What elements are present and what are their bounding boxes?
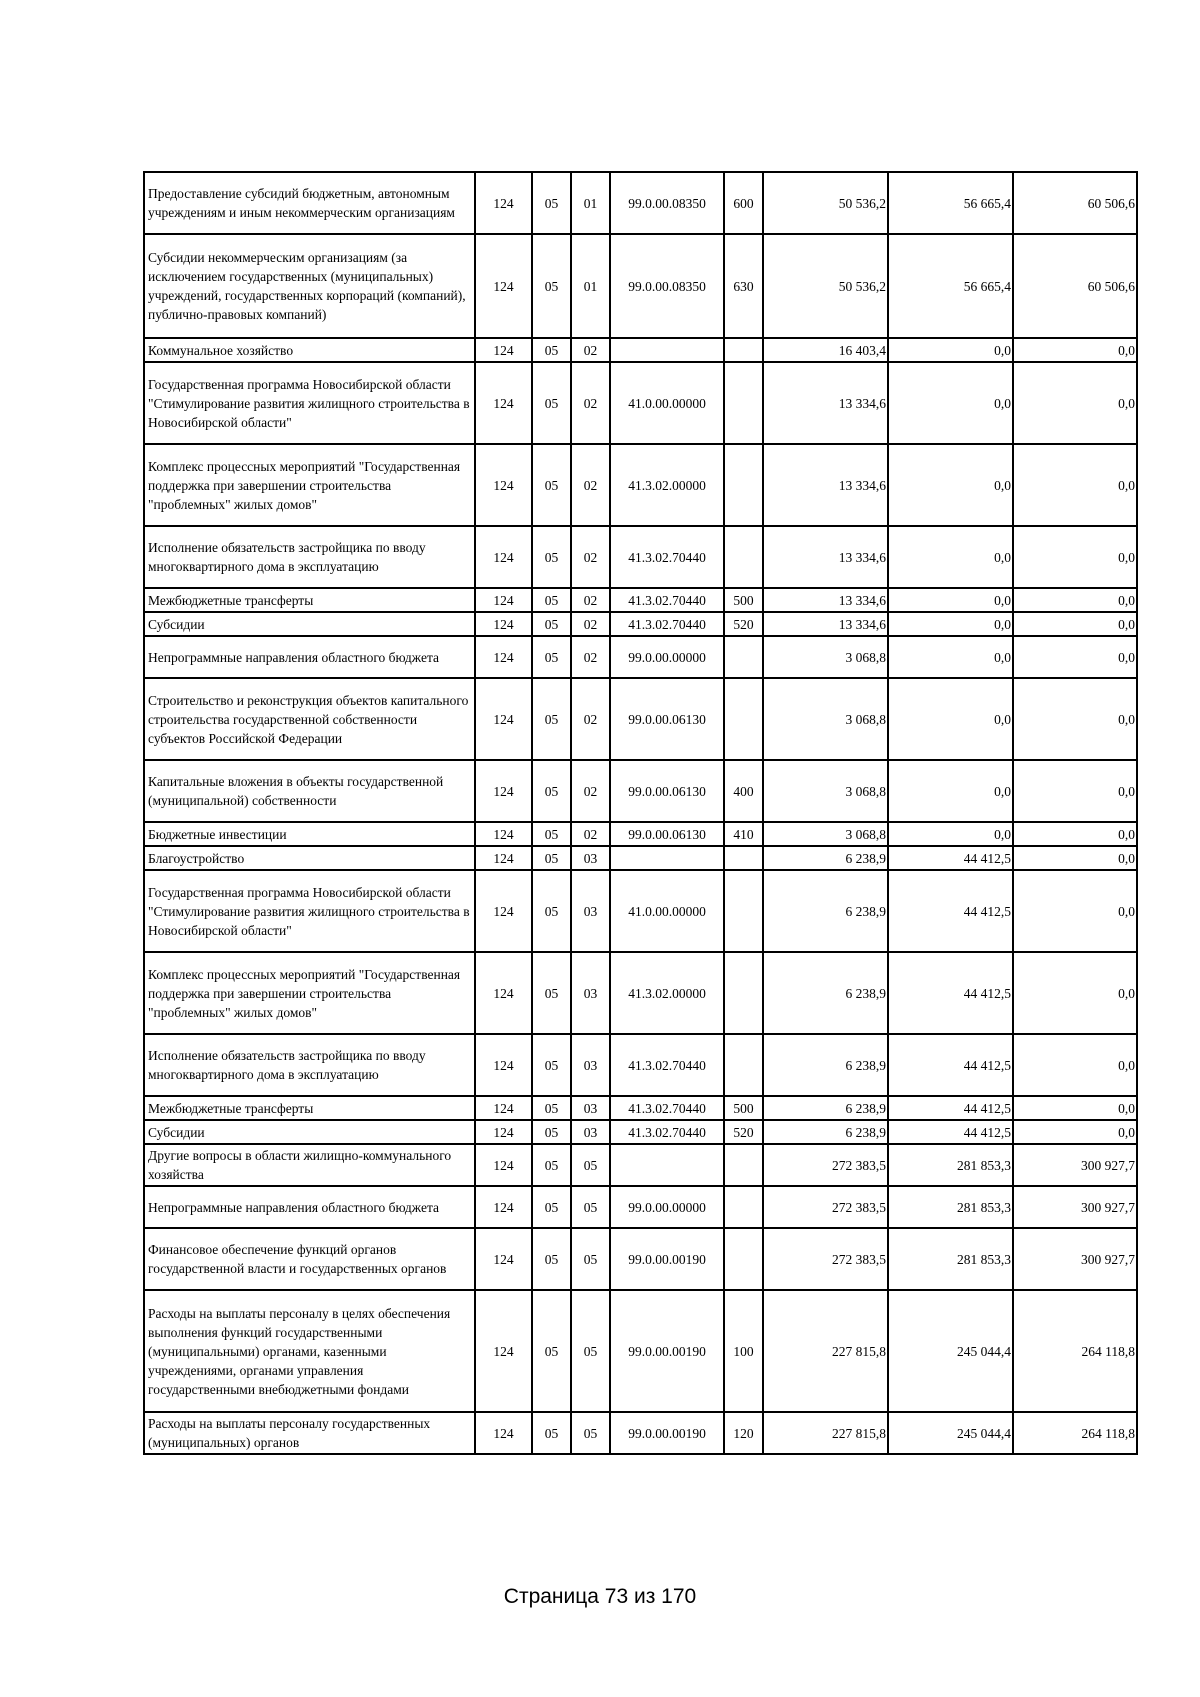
section-code-cell: 05 bbox=[532, 1290, 571, 1412]
expense-type-cell: 120 bbox=[724, 1412, 763, 1454]
subsection-code-cell: 03 bbox=[571, 846, 610, 870]
section-code-cell: 05 bbox=[532, 678, 571, 760]
target-article-cell bbox=[610, 1144, 724, 1186]
amount-year2-cell: 245 044,4 bbox=[888, 1412, 1013, 1454]
expense-type-cell bbox=[724, 1228, 763, 1290]
amount-year3-cell: 264 118,8 bbox=[1013, 1290, 1137, 1412]
amount-year2-cell: 44 412,5 bbox=[888, 952, 1013, 1034]
ved-code-cell: 124 bbox=[475, 1412, 532, 1454]
expense-type-cell bbox=[724, 1034, 763, 1096]
table-row bbox=[144, 1096, 1137, 1120]
subsection-code-cell: 02 bbox=[571, 822, 610, 846]
table-row bbox=[144, 234, 1137, 338]
section-code-cell: 05 bbox=[532, 846, 571, 870]
ved-code-cell: 124 bbox=[475, 636, 532, 678]
section-code-cell: 05 bbox=[532, 1228, 571, 1290]
amount-year1-cell: 16 403,4 bbox=[763, 338, 888, 362]
expense-type-cell: 500 bbox=[724, 1096, 763, 1120]
subsection-code-cell: 02 bbox=[571, 760, 610, 822]
amount-year3-cell: 0,0 bbox=[1013, 846, 1137, 870]
row-name-cell: Строительство и реконструкция объектов капитального строительства государственной собственности субъектов Российской Федерации bbox=[144, 678, 475, 760]
row-name-cell: Расходы на выплаты персоналу в целях обеспечения выполнения функций государственными (муниципальными) органами, казенными учреждениями, органами управления государственными внебюджетными фондами bbox=[144, 1290, 475, 1412]
amount-year2-cell: 0,0 bbox=[888, 362, 1013, 444]
amount-year1-cell: 272 383,5 bbox=[763, 1186, 888, 1228]
amount-year2-cell: 56 665,4 bbox=[888, 234, 1013, 338]
target-article-cell: 99.0.00.06130 bbox=[610, 678, 724, 760]
amount-year3-cell: 0,0 bbox=[1013, 338, 1137, 362]
row-name-cell: Коммунальное хозяйство bbox=[144, 338, 475, 362]
row-name-cell: Комплекс процессных мероприятий "Государственная поддержка при завершении строительства "проблемных" жилых домов" bbox=[144, 952, 475, 1034]
amount-year2-cell: 44 412,5 bbox=[888, 1096, 1013, 1120]
ved-code-cell: 124 bbox=[475, 172, 532, 234]
table-row bbox=[144, 1228, 1137, 1290]
expense-type-cell bbox=[724, 444, 763, 526]
row-name-cell: Благоустройство bbox=[144, 846, 475, 870]
ved-code-cell: 124 bbox=[475, 444, 532, 526]
row-name-cell: Межбюджетные трансферты bbox=[144, 588, 475, 612]
expense-type-cell: 520 bbox=[724, 612, 763, 636]
section-code-cell: 05 bbox=[532, 612, 571, 636]
table-row bbox=[144, 822, 1137, 846]
amount-year1-cell: 6 238,9 bbox=[763, 870, 888, 952]
subsection-code-cell: 02 bbox=[571, 444, 610, 526]
subsection-code-cell: 02 bbox=[571, 338, 610, 362]
section-code-cell: 05 bbox=[532, 172, 571, 234]
target-article-cell bbox=[610, 338, 724, 362]
amount-year3-cell: 0,0 bbox=[1013, 612, 1137, 636]
amount-year1-cell: 227 815,8 bbox=[763, 1412, 888, 1454]
amount-year3-cell: 0,0 bbox=[1013, 636, 1137, 678]
subsection-code-cell: 01 bbox=[571, 172, 610, 234]
amount-year2-cell: 0,0 bbox=[888, 588, 1013, 612]
amount-year3-cell: 0,0 bbox=[1013, 760, 1137, 822]
amount-year1-cell: 227 815,8 bbox=[763, 1290, 888, 1412]
expense-type-cell bbox=[724, 1186, 763, 1228]
section-code-cell: 05 bbox=[532, 234, 571, 338]
row-name-cell: Субсидии некоммерческим организациям (за исключением государственных (муниципальных) учреждений, государственных корпораций (компаний), публично-правовых компаний) bbox=[144, 234, 475, 338]
amount-year2-cell: 44 412,5 bbox=[888, 1034, 1013, 1096]
amount-year2-cell: 0,0 bbox=[888, 612, 1013, 636]
target-article-cell: 41.3.02.70440 bbox=[610, 1120, 724, 1144]
table-row bbox=[144, 870, 1137, 952]
section-code-cell: 05 bbox=[532, 526, 571, 588]
ved-code-cell: 124 bbox=[475, 612, 532, 636]
amount-year2-cell: 44 412,5 bbox=[888, 846, 1013, 870]
subsection-code-cell: 03 bbox=[571, 1034, 610, 1096]
table-row bbox=[144, 1144, 1137, 1186]
amount-year3-cell: 0,0 bbox=[1013, 1096, 1137, 1120]
table-row bbox=[144, 1186, 1137, 1228]
amount-year1-cell: 6 238,9 bbox=[763, 952, 888, 1034]
expense-type-cell: 630 bbox=[724, 234, 763, 338]
ved-code-cell: 124 bbox=[475, 234, 532, 338]
page-number: Страница 73 из 170 bbox=[503, 1585, 697, 1608]
table-row bbox=[144, 1290, 1137, 1412]
section-code-cell: 05 bbox=[532, 822, 571, 846]
amount-year3-cell: 0,0 bbox=[1013, 1120, 1137, 1144]
amount-year1-cell: 13 334,6 bbox=[763, 612, 888, 636]
amount-year1-cell: 3 068,8 bbox=[763, 760, 888, 822]
target-article-cell: 99.0.00.00190 bbox=[610, 1228, 724, 1290]
subsection-code-cell: 03 bbox=[571, 870, 610, 952]
amount-year2-cell: 0,0 bbox=[888, 678, 1013, 760]
subsection-code-cell: 02 bbox=[571, 526, 610, 588]
amount-year3-cell: 0,0 bbox=[1013, 870, 1137, 952]
section-code-cell: 05 bbox=[532, 1034, 571, 1096]
expense-type-cell bbox=[724, 952, 763, 1034]
subsection-code-cell: 05 bbox=[571, 1144, 610, 1186]
expense-type-cell: 500 bbox=[724, 588, 763, 612]
amount-year1-cell: 13 334,6 bbox=[763, 444, 888, 526]
row-name-cell: Бюджетные инвестиции bbox=[144, 822, 475, 846]
section-code-cell: 05 bbox=[532, 1144, 571, 1186]
target-article-cell: 99.0.00.00190 bbox=[610, 1412, 724, 1454]
amount-year1-cell: 6 238,9 bbox=[763, 1120, 888, 1144]
target-article-cell: 99.0.00.08350 bbox=[610, 172, 724, 234]
ved-code-cell: 124 bbox=[475, 952, 532, 1034]
ved-code-cell: 124 bbox=[475, 1144, 532, 1186]
subsection-code-cell: 01 bbox=[571, 234, 610, 338]
ved-code-cell: 124 bbox=[475, 588, 532, 612]
amount-year3-cell: 0,0 bbox=[1013, 588, 1137, 612]
row-name-cell: Государственная программа Новосибирской области "Стимулирование развития жилищного строительства в Новосибирской области" bbox=[144, 870, 475, 952]
row-name-cell: Государственная программа Новосибирской области "Стимулирование развития жилищного строительства в Новосибирской области" bbox=[144, 362, 475, 444]
ved-code-cell: 124 bbox=[475, 678, 532, 760]
target-article-cell: 41.0.00.00000 bbox=[610, 362, 724, 444]
row-name-cell: Предоставление субсидий бюджетным, автономным учреждениям и иным некоммерческим организациям bbox=[144, 172, 475, 234]
subsection-code-cell: 05 bbox=[571, 1290, 610, 1412]
row-name-cell: Исполнение обязательств застройщика по вводу многоквартирного дома в эксплуатацию bbox=[144, 1034, 475, 1096]
table-row bbox=[144, 1412, 1137, 1454]
table-row bbox=[144, 172, 1137, 234]
section-code-cell: 05 bbox=[532, 1186, 571, 1228]
section-code-cell: 05 bbox=[532, 760, 571, 822]
subsection-code-cell: 05 bbox=[571, 1412, 610, 1454]
ved-code-cell: 124 bbox=[475, 1290, 532, 1412]
ved-code-cell: 124 bbox=[475, 1120, 532, 1144]
expense-type-cell: 410 bbox=[724, 822, 763, 846]
target-article-cell bbox=[610, 846, 724, 870]
section-code-cell: 05 bbox=[532, 952, 571, 1034]
amount-year1-cell: 3 068,8 bbox=[763, 678, 888, 760]
subsection-code-cell: 02 bbox=[571, 678, 610, 760]
section-code-cell: 05 bbox=[532, 362, 571, 444]
amount-year1-cell: 13 334,6 bbox=[763, 362, 888, 444]
subsection-code-cell: 03 bbox=[571, 1096, 610, 1120]
budget-table bbox=[143, 171, 1138, 1455]
table-row bbox=[144, 612, 1137, 636]
subsection-code-cell: 02 bbox=[571, 362, 610, 444]
amount-year2-cell: 0,0 bbox=[888, 526, 1013, 588]
amount-year2-cell: 44 412,5 bbox=[888, 870, 1013, 952]
amount-year1-cell: 272 383,5 bbox=[763, 1228, 888, 1290]
expense-type-cell bbox=[724, 362, 763, 444]
expense-type-cell bbox=[724, 526, 763, 588]
target-article-cell: 99.0.00.06130 bbox=[610, 822, 724, 846]
expense-type-cell: 100 bbox=[724, 1290, 763, 1412]
target-article-cell: 99.0.00.08350 bbox=[610, 234, 724, 338]
amount-year1-cell: 3 068,8 bbox=[763, 636, 888, 678]
amount-year2-cell: 0,0 bbox=[888, 822, 1013, 846]
section-code-cell: 05 bbox=[532, 338, 571, 362]
amount-year1-cell: 6 238,9 bbox=[763, 846, 888, 870]
target-article-cell: 99.0.00.06130 bbox=[610, 760, 724, 822]
amount-year3-cell: 0,0 bbox=[1013, 362, 1137, 444]
subsection-code-cell: 03 bbox=[571, 952, 610, 1034]
ved-code-cell: 124 bbox=[475, 1034, 532, 1096]
amount-year3-cell: 300 927,7 bbox=[1013, 1144, 1137, 1186]
amount-year1-cell: 13 334,6 bbox=[763, 588, 888, 612]
amount-year1-cell: 50 536,2 bbox=[763, 234, 888, 338]
target-article-cell: 41.3.02.00000 bbox=[610, 952, 724, 1034]
table-row bbox=[144, 1120, 1137, 1144]
expense-type-cell bbox=[724, 678, 763, 760]
row-name-cell: Субсидии bbox=[144, 612, 475, 636]
table-row bbox=[144, 678, 1137, 760]
target-article-cell: 99.0.00.00190 bbox=[610, 1290, 724, 1412]
subsection-code-cell: 02 bbox=[571, 636, 610, 678]
section-code-cell: 05 bbox=[532, 1120, 571, 1144]
expense-type-cell: 400 bbox=[724, 760, 763, 822]
amount-year2-cell: 281 853,3 bbox=[888, 1186, 1013, 1228]
amount-year1-cell: 50 536,2 bbox=[763, 172, 888, 234]
amount-year2-cell: 0,0 bbox=[888, 338, 1013, 362]
amount-year3-cell: 0,0 bbox=[1013, 444, 1137, 526]
target-article-cell: 41.3.02.70440 bbox=[610, 588, 724, 612]
ved-code-cell: 124 bbox=[475, 1228, 532, 1290]
expense-type-cell: 600 bbox=[724, 172, 763, 234]
amount-year1-cell: 6 238,9 bbox=[763, 1034, 888, 1096]
ved-code-cell: 124 bbox=[475, 1186, 532, 1228]
amount-year2-cell: 245 044,4 bbox=[888, 1290, 1013, 1412]
ved-code-cell: 124 bbox=[475, 846, 532, 870]
table-row bbox=[144, 338, 1137, 362]
amount-year2-cell: 0,0 bbox=[888, 760, 1013, 822]
table-body bbox=[144, 172, 1137, 1454]
expense-type-cell bbox=[724, 1144, 763, 1186]
ved-code-cell: 124 bbox=[475, 760, 532, 822]
table-row bbox=[144, 444, 1137, 526]
section-code-cell: 05 bbox=[532, 444, 571, 526]
amount-year3-cell: 0,0 bbox=[1013, 678, 1137, 760]
subsection-code-cell: 05 bbox=[571, 1186, 610, 1228]
expense-type-cell: 520 bbox=[724, 1120, 763, 1144]
ved-code-cell: 124 bbox=[475, 362, 532, 444]
ved-code-cell: 124 bbox=[475, 338, 532, 362]
table-row bbox=[144, 636, 1137, 678]
row-name-cell: Исполнение обязательств застройщика по вводу многоквартирного дома в эксплуатацию bbox=[144, 526, 475, 588]
ved-code-cell: 124 bbox=[475, 526, 532, 588]
target-article-cell: 41.0.00.00000 bbox=[610, 870, 724, 952]
row-name-cell: Непрограммные направления областного бюджета bbox=[144, 1186, 475, 1228]
row-name-cell: Капитальные вложения в объекты государственной (муниципальной) собственности bbox=[144, 760, 475, 822]
table-row bbox=[144, 952, 1137, 1034]
row-name-cell: Финансовое обеспечение функций органов государственной власти и государственных органов bbox=[144, 1228, 475, 1290]
subsection-code-cell: 03 bbox=[571, 1120, 610, 1144]
row-name-cell: Субсидии bbox=[144, 1120, 475, 1144]
target-article-cell: 99.0.00.00000 bbox=[610, 1186, 724, 1228]
expense-type-cell bbox=[724, 870, 763, 952]
target-article-cell: 41.3.02.70440 bbox=[610, 1034, 724, 1096]
ved-code-cell: 124 bbox=[475, 1096, 532, 1120]
amount-year2-cell: 281 853,3 bbox=[888, 1144, 1013, 1186]
amount-year2-cell: 44 412,5 bbox=[888, 1120, 1013, 1144]
amount-year3-cell: 300 927,7 bbox=[1013, 1186, 1137, 1228]
row-name-cell: Расходы на выплаты персоналу государственных (муниципальных) органов bbox=[144, 1412, 475, 1454]
table-row bbox=[144, 588, 1137, 612]
subsection-code-cell: 02 bbox=[571, 588, 610, 612]
expense-type-cell bbox=[724, 636, 763, 678]
target-article-cell: 41.3.02.70440 bbox=[610, 526, 724, 588]
target-article-cell: 41.3.02.70440 bbox=[610, 1096, 724, 1120]
section-code-cell: 05 bbox=[532, 588, 571, 612]
amount-year3-cell: 60 506,6 bbox=[1013, 172, 1137, 234]
amount-year1-cell: 272 383,5 bbox=[763, 1144, 888, 1186]
amount-year3-cell: 0,0 bbox=[1013, 952, 1137, 1034]
amount-year2-cell: 0,0 bbox=[888, 636, 1013, 678]
amount-year2-cell: 281 853,3 bbox=[888, 1228, 1013, 1290]
amount-year1-cell: 6 238,9 bbox=[763, 1096, 888, 1120]
section-code-cell: 05 bbox=[532, 870, 571, 952]
target-article-cell: 99.0.00.00000 bbox=[610, 636, 724, 678]
section-code-cell: 05 bbox=[532, 1412, 571, 1454]
expense-type-cell bbox=[724, 846, 763, 870]
table-row bbox=[144, 362, 1137, 444]
ved-code-cell: 124 bbox=[475, 870, 532, 952]
amount-year3-cell: 0,0 bbox=[1013, 822, 1137, 846]
target-article-cell: 41.3.02.70440 bbox=[610, 612, 724, 636]
row-name-cell: Непрограммные направления областного бюджета bbox=[144, 636, 475, 678]
row-name-cell: Другие вопросы в области жилищно-коммунального хозяйства bbox=[144, 1144, 475, 1186]
amount-year1-cell: 3 068,8 bbox=[763, 822, 888, 846]
amount-year3-cell: 0,0 bbox=[1013, 526, 1137, 588]
amount-year2-cell: 56 665,4 bbox=[888, 172, 1013, 234]
section-code-cell: 05 bbox=[532, 1096, 571, 1120]
section-code-cell: 05 bbox=[532, 636, 571, 678]
amount-year3-cell: 264 118,8 bbox=[1013, 1412, 1137, 1454]
ved-code-cell: 124 bbox=[475, 822, 532, 846]
table-row bbox=[144, 846, 1137, 870]
subsection-code-cell: 02 bbox=[571, 612, 610, 636]
amount-year2-cell: 0,0 bbox=[888, 444, 1013, 526]
table-row bbox=[144, 1034, 1137, 1096]
amount-year3-cell: 300 927,7 bbox=[1013, 1228, 1137, 1290]
amount-year3-cell: 0,0 bbox=[1013, 1034, 1137, 1096]
table-row bbox=[144, 526, 1137, 588]
table-row bbox=[144, 760, 1137, 822]
expense-type-cell bbox=[724, 338, 763, 362]
amount-year3-cell: 60 506,6 bbox=[1013, 234, 1137, 338]
row-name-cell: Межбюджетные трансферты bbox=[144, 1096, 475, 1120]
row-name-cell: Комплекс процессных мероприятий "Государственная поддержка при завершении строительства "проблемных" жилых домов" bbox=[144, 444, 475, 526]
amount-year1-cell: 13 334,6 bbox=[763, 526, 888, 588]
subsection-code-cell: 05 bbox=[571, 1228, 610, 1290]
target-article-cell: 41.3.02.00000 bbox=[610, 444, 724, 526]
